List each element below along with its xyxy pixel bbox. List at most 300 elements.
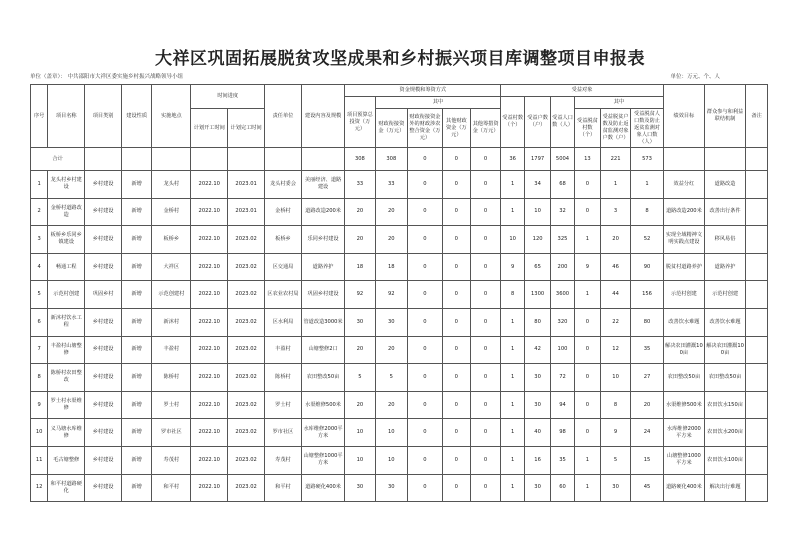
cell-people-count: 325 [551,226,575,254]
cell-project-type: 乡村建设 [85,419,122,447]
cell-total-invest: 20 [345,336,375,364]
cell-seq: 12 [31,474,48,502]
cell-people-count: 200 [551,253,575,281]
cell-performance: 改善饮水难题 [663,308,704,336]
table-row [31,198,768,226]
table-header [31,85,768,148]
cell-other-fiscal: 0 [442,171,470,199]
cell-location: 陈桥村 [152,364,191,392]
cell-content-scale: 农田整改50亩 [301,364,344,392]
cell-plan-end: 2023.02 [228,474,265,502]
total-invest: 308 [345,148,375,171]
header-content-scale: 建设内容及规模 [301,85,344,148]
cell-seq: 4 [31,253,48,281]
cell-build-nature: 新增 [122,446,152,474]
cell-other-raise: 0 [470,446,500,474]
cell-other-raise: 0 [470,336,500,364]
cell-fiscal-other: 0 [408,474,443,502]
cell-project-name: 新沐村饮水工程 [48,308,85,336]
cell-people-count: 35 [551,446,575,474]
cell-seq: 9 [31,391,48,419]
cell-mechanism: 农田饮水100亩 [704,446,745,474]
total-fiscal-fund: 308 [375,148,408,171]
cell-village-count: 1 [501,474,525,502]
cell-mechanism: 道路养护 [704,253,745,281]
header-plan-end: 计划完工时间 [228,109,265,148]
cell-people-count: 98 [551,419,575,447]
cell-household-count: 30 [525,391,551,419]
cell-remark [746,336,768,364]
cell-other-fiscal: 0 [442,446,470,474]
cell-poor-household: 3 [600,198,630,226]
cell-fiscal-other: 0 [408,253,443,281]
cell-remark [746,308,768,336]
cell-other-fiscal: 0 [442,253,470,281]
cell-content-scale: 道路改造200米 [301,198,344,226]
cell-project-type: 乡村建设 [85,226,122,254]
cell-project-type: 乡村建设 [85,253,122,281]
cell-household-count: 65 [525,253,551,281]
cell-village-count: 8 [501,281,525,309]
cell-other-raise: 0 [470,391,500,419]
cell-performance: 脱贫村道路养护 [663,253,704,281]
cell-poor-household: 22 [600,308,630,336]
cell-village-count: 1 [501,419,525,447]
cell-plan-end: 2023.02 [228,281,265,309]
cell-poor-people: 35 [631,336,664,364]
cell-fiscal-fund: 20 [375,336,408,364]
cell-mechanism: 移风易俗 [704,226,745,254]
cell-responsible: 龙头村委会 [265,171,302,199]
cell-seq: 2 [31,198,48,226]
cell-seq: 7 [31,336,48,364]
cell-poor-people: 1 [631,171,664,199]
cell-build-nature: 新增 [122,336,152,364]
cell-performance: 道路改造200米 [663,198,704,226]
total-other-raise: 0 [470,148,500,171]
header-people-count: 受益人口数（人） [551,97,575,148]
total-household-count: 1797 [525,148,551,171]
cell-household-count: 30 [525,474,551,502]
cell-performance: 解决农田灌溉100亩 [663,336,704,364]
cell-plan-start: 2022.10 [191,253,228,281]
cell-poor-people: 156 [631,281,664,309]
cell-plan-end: 2023.02 [228,419,265,447]
cell-other-fiscal: 0 [442,308,470,336]
cell-performance: 道路硬化400米 [663,474,704,502]
cell-content-scale: 水库维修2000平方米 [301,419,344,447]
cell-fiscal-fund: 10 [375,446,408,474]
cell-total-invest: 30 [345,308,375,336]
cell-village-count: 1 [501,391,525,419]
cell-fiscal-fund: 20 [375,391,408,419]
cell-location: 金桥村 [152,198,191,226]
cell-total-invest: 10 [345,446,375,474]
cell-people-count: 68 [551,171,575,199]
table-row [31,226,768,254]
cell-mechanism: 改善饮水难题 [704,308,745,336]
cell-performance: 水库维修2000平方米 [663,419,704,447]
cell-poor-village: 1 [574,281,600,309]
cell-fiscal-fund: 30 [375,474,408,502]
total-row [31,148,768,171]
cell-village-count: 1 [501,336,525,364]
cell-project-type: 乡村建设 [85,364,122,392]
total-people-count: 5004 [551,148,575,171]
cell-project-name: 义马塘水库维修 [48,419,85,447]
cell-seq: 11 [31,446,48,474]
cell-poor-village: 0 [574,364,600,392]
cell-responsible: 罗士村 [265,391,302,419]
cell-seq: 6 [31,308,48,336]
cell-performance: 效益分红 [663,171,704,199]
cell-people-count: 100 [551,336,575,364]
cell-build-nature: 新增 [122,253,152,281]
table-row [31,364,768,392]
cell-total-invest: 20 [345,226,375,254]
cell-household-count: 1300 [525,281,551,309]
cell-poor-village: 9 [574,253,600,281]
cell-plan-end: 2023.01 [228,198,265,226]
cell-fiscal-fund: 33 [375,171,408,199]
header-fiscal-other: 财政衔接资金外的财政涉农整合资金（万元） [408,109,443,148]
cell-remark [746,253,768,281]
cell-poor-people: 15 [631,446,664,474]
cell-build-nature: 新增 [122,198,152,226]
cell-other-raise: 0 [470,253,500,281]
cell-village-count: 1 [501,308,525,336]
cell-other-raise: 0 [470,474,500,502]
cell-fiscal-other: 0 [408,308,443,336]
table-row [31,446,768,474]
cell-poor-people: 24 [631,419,664,447]
cell-poor-household: 44 [600,281,630,309]
cell-mechanism: 农田饮水200亩 [704,419,745,447]
cell-seq: 8 [31,364,48,392]
cell-build-nature: 新增 [122,308,152,336]
cell-poor-village: 1 [574,226,600,254]
cell-fiscal-fund: 10 [375,419,408,447]
cell-responsible: 区交通局 [265,253,302,281]
table-row [31,281,768,309]
header-poor-village: 受益脱贫村数（个） [574,109,600,148]
header-village-count: 受益村数（个） [501,97,525,148]
cell-village-count: 10 [501,226,525,254]
cell-fiscal-fund: 18 [375,253,408,281]
cell-mechanism: 示范村创建 [704,281,745,309]
cell-project-name: 金桥村道路改造 [48,198,85,226]
cell-people-count: 32 [551,198,575,226]
cell-fiscal-fund: 92 [375,281,408,309]
cell-other-fiscal: 0 [442,419,470,447]
unit-measure-label: 单位：万元、个、人 [670,74,720,80]
total-village-count: 36 [501,148,525,171]
cell-poor-village: 0 [574,419,600,447]
total-poor-people: 573 [631,148,664,171]
cell-village-count: 1 [501,364,525,392]
cell-plan-end: 2023.01 [228,171,265,199]
header-performance: 绩效目标 [663,85,704,148]
header-other-fiscal: 其他财政资金（万元） [442,109,470,148]
cell-content-scale: 巩固乡村建设 [301,281,344,309]
header-seq: 序号 [31,85,48,148]
cell-poor-village: 0 [574,336,600,364]
cell-remark [746,171,768,199]
cell-fiscal-fund: 20 [375,226,408,254]
cell-mechanism: 改善出行条件 [704,198,745,226]
cell-other-raise: 0 [470,308,500,336]
total-label: 合计 [31,148,85,171]
cell-mechanism: 解决出行难题 [704,474,745,502]
header-time-progress: 时间进度 [191,85,265,109]
cell-household-count: 10 [525,198,551,226]
header-beneficiary-of-which: 其中 [574,97,663,109]
report-title: 大祥区巩固拓展脱贫攻坚成果和乡村振兴项目库调整项目申报表 [155,49,645,69]
cell-household-count: 40 [525,419,551,447]
cell-poor-village: 1 [574,474,600,502]
cell-mechanism: 解决农田灌溉100亩 [704,336,745,364]
cell-mechanism: 道路改造 [704,171,745,199]
cell-village-count: 9 [501,253,525,281]
cell-project-name: 罗士村水渠维修 [48,391,85,419]
cell-responsible: 寿茂村 [265,446,302,474]
table-row [31,308,768,336]
cell-total-invest: 92 [345,281,375,309]
cell-fiscal-other: 0 [408,171,443,199]
cell-people-count: 3600 [551,281,575,309]
cell-responsible: 和平村 [265,474,302,502]
cell-remark [746,391,768,419]
cell-poor-people: 52 [631,226,664,254]
cell-seq: 10 [31,419,48,447]
header-project-type: 项目类别 [85,85,122,148]
cell-plan-start: 2022.10 [191,171,228,199]
cell-project-type: 乡村建设 [85,474,122,502]
cell-build-nature: 新增 [122,281,152,309]
cell-household-count: 30 [525,364,551,392]
cell-location: 和平村 [152,474,191,502]
cell-plan-end: 2023.02 [228,364,265,392]
cell-total-invest: 20 [345,198,375,226]
cell-total-invest: 10 [345,419,375,447]
cell-fiscal-other: 0 [408,364,443,392]
cell-people-count: 60 [551,474,575,502]
header-poor-people: 受益脱贫人口数及防止返贫监测对象人口数（人） [631,109,664,148]
cell-poor-household: 12 [600,336,630,364]
cell-location: 大祥区 [152,253,191,281]
cell-total-invest: 18 [345,253,375,281]
cell-location: 板桥乡 [152,226,191,254]
cell-plan-start: 2022.10 [191,198,228,226]
cell-fiscal-fund: 20 [375,198,408,226]
cell-remark [746,364,768,392]
total-poor-village: 13 [574,148,600,171]
header-household-count: 受益户数（户） [525,97,551,148]
cell-other-fiscal: 0 [442,391,470,419]
cell-fiscal-fund: 30 [375,308,408,336]
cell-poor-village: 0 [574,308,600,336]
table-row [31,391,768,419]
cell-other-raise: 0 [470,171,500,199]
cell-project-name: 丰盈村山塘整修 [48,336,85,364]
cell-remark [746,226,768,254]
cell-poor-people: 80 [631,308,664,336]
header-responsible: 责任单位 [265,85,302,148]
cell-plan-start: 2022.10 [191,474,228,502]
cell-content-scale: 水渠维修500米 [301,391,344,419]
cell-poor-people: 20 [631,391,664,419]
cell-responsible: 区农业农村局 [265,281,302,309]
cell-mechanism: 农田饮水150亩 [704,391,745,419]
cell-seq: 5 [31,281,48,309]
cell-plan-start: 2022.10 [191,391,228,419]
cell-content-scale: 管道改造3000米 [301,308,344,336]
cell-village-count: 1 [501,198,525,226]
cell-plan-end: 2023.02 [228,308,265,336]
cell-performance: 水渠维修500米 [663,391,704,419]
cell-poor-people: 90 [631,253,664,281]
cell-fiscal-fund: 5 [375,364,408,392]
cell-people-count: 72 [551,364,575,392]
cell-performance: 农田整改50亩 [663,364,704,392]
table-row [31,474,768,502]
cell-household-count: 120 [525,226,551,254]
cell-location: 罗士村 [152,391,191,419]
cell-fiscal-other: 0 [408,391,443,419]
cell-build-nature: 新增 [122,391,152,419]
cell-household-count: 16 [525,446,551,474]
cell-project-name: 龙头村乡村建设 [48,171,85,199]
cell-fiscal-other: 0 [408,281,443,309]
table-row [31,253,768,281]
cell-other-fiscal: 0 [442,198,470,226]
cell-total-invest: 33 [345,171,375,199]
cell-other-raise: 0 [470,281,500,309]
cell-poor-village: 0 [574,391,600,419]
cell-project-type: 乡村建设 [85,446,122,474]
cell-poor-household: 9 [600,419,630,447]
cell-project-name: 和平村道路硬化 [48,474,85,502]
cell-content-scale: 美丽经济、道路建设 [301,171,344,199]
header-build-nature: 建设性质 [122,85,152,148]
table-row [31,419,768,447]
cell-other-fiscal: 0 [442,364,470,392]
table-row [31,336,768,364]
cell-build-nature: 新增 [122,364,152,392]
cell-location: 示范创建村 [152,281,191,309]
cell-other-fiscal: 0 [442,281,470,309]
cell-plan-start: 2022.10 [191,226,228,254]
cell-poor-people: 27 [631,364,664,392]
cell-other-raise: 0 [470,419,500,447]
header-fund-scale: 资金规模和筹资方式 [345,85,501,97]
cell-remark [746,446,768,474]
header-project-name: 项目名称 [48,85,85,148]
cell-plan-start: 2022.10 [191,336,228,364]
cell-poor-village: 1 [574,446,600,474]
cell-location: 罗市社区 [152,419,191,447]
cell-total-invest: 5 [345,364,375,392]
cell-project-name: 板桥乡乐同乡镇建设 [48,226,85,254]
cell-household-count: 42 [525,336,551,364]
cell-remark [746,419,768,447]
cell-project-type: 乡村建设 [85,391,122,419]
cell-responsible: 区水利局 [265,308,302,336]
header-poor-household: 受益脱贫户数及防止返贫监测对象户数（户） [600,109,630,148]
cell-plan-end: 2023.02 [228,253,265,281]
cell-content-scale: 山塘整修1000平方米 [301,446,344,474]
cell-seq: 3 [31,226,48,254]
cell-project-type: 乡村建设 [85,336,122,364]
cell-poor-household: 8 [600,391,630,419]
cell-fiscal-other: 0 [408,419,443,447]
cell-project-name: 陈桥村农田整改 [48,364,85,392]
cell-plan-start: 2022.10 [191,308,228,336]
cell-content-scale: 山塘整修2口 [301,336,344,364]
cell-other-raise: 0 [470,198,500,226]
table-body [31,148,768,502]
cell-other-fiscal: 0 [442,336,470,364]
cell-village-count: 1 [501,446,525,474]
cell-project-type: 乡村建设 [85,308,122,336]
cell-responsible: 丰盈村 [265,336,302,364]
cell-household-count: 34 [525,171,551,199]
cell-fiscal-other: 0 [408,446,443,474]
unit-stamp-label: 单位（盖章）： 中共邵阳市大祥区委实施乡村振兴战略领导小组 [30,74,184,80]
cell-content-scale: 道路养护 [301,253,344,281]
cell-total-invest: 20 [345,391,375,419]
cell-plan-end: 2023.02 [228,226,265,254]
cell-project-name: 示范村创建 [48,281,85,309]
cell-project-type: 乡村建设 [85,198,122,226]
cell-poor-people: 8 [631,198,664,226]
cell-location: 新沐村 [152,308,191,336]
cell-content-scale: 乐同乡村建设 [301,226,344,254]
cell-poor-people: 45 [631,474,664,502]
header-fiscal-fund: 财政衔接资金（万元） [375,109,408,148]
cell-responsible: 陈桥村 [265,364,302,392]
cell-fiscal-other: 0 [408,226,443,254]
header-total-invest: 项目预算总投资（万元） [345,97,375,148]
cell-build-nature: 新增 [122,226,152,254]
cell-performance: 实现全域精神文明实践点建设 [663,226,704,254]
table-row [31,171,768,199]
header-location: 实施地点 [152,85,191,148]
cell-content-scale: 道路硬化400米 [301,474,344,502]
cell-plan-start: 2022.10 [191,419,228,447]
cell-responsible: 罗市社区 [265,419,302,447]
cell-people-count: 94 [551,391,575,419]
cell-location: 龙头村 [152,171,191,199]
cell-project-type: 乡村建设 [85,171,122,199]
cell-build-nature: 新增 [122,171,152,199]
cell-poor-village: 0 [574,198,600,226]
cell-mechanism: 农田整改50亩 [704,364,745,392]
cell-poor-household: 10 [600,364,630,392]
cell-total-invest: 30 [345,474,375,502]
cell-other-fiscal: 0 [442,226,470,254]
header-remark: 备注 [746,85,768,148]
cell-poor-household: 30 [600,474,630,502]
cell-responsible: 板桥乡 [265,226,302,254]
cell-project-name: 畅通工程 [48,253,85,281]
cell-location: 寿茂村 [152,446,191,474]
cell-remark [746,198,768,226]
header-other-raise: 其他筹措资金（万元） [470,109,500,148]
cell-remark [746,281,768,309]
cell-village-count: 1 [501,171,525,199]
cell-fiscal-other: 0 [408,198,443,226]
